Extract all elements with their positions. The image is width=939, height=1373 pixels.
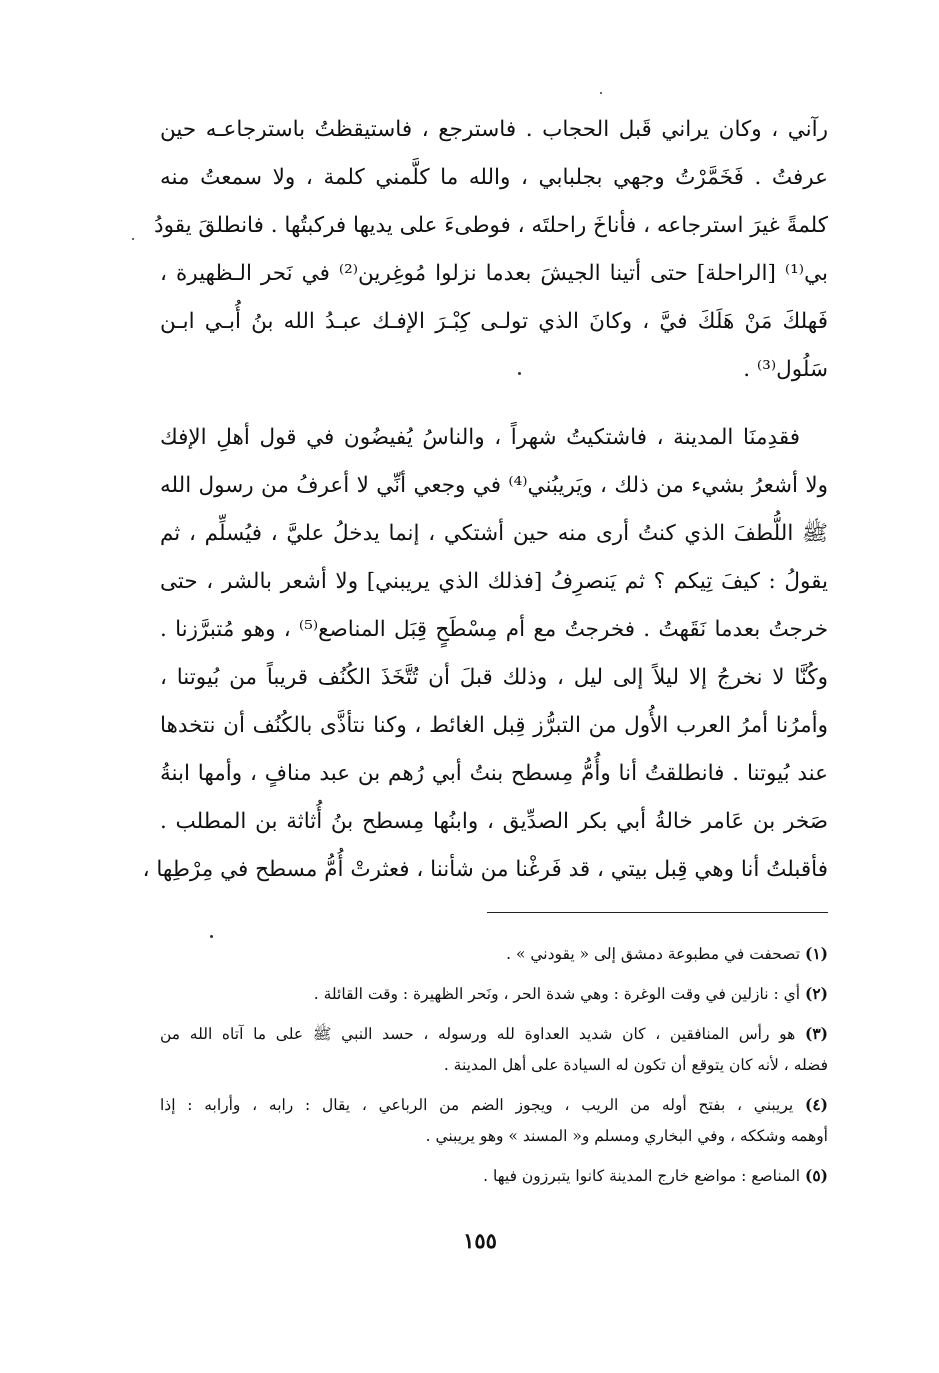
footnote-2 (160, 978, 828, 1010)
text-line: وكُنَّا لا نخرجُ إلا ليلاً إلى ليل ، وذلك قبلَ أن تُتَّخَذَ الكُنُف قريباً من بُيوتنا ، (160, 665, 828, 690)
text-line: عرفتُ . فَخَمَّرْتُ وجهي بجلبابي ، والله ما كلَّمني كلمة ، ولا سمعتُ منه (160, 165, 828, 190)
text-line: وأمرُنا أمرُ العرب الأُول من التبرُّز قِبل الغائط ، وكنا نتأذَّى بالكُنُف أن نتخدها (160, 713, 828, 738)
text-line: عند بُيوتنا . فانطلقتُ أنا وأُمُّ مِسطح بنتُ أبي رُهم بن عبد منافٍ ، وأمها ابنةُ (160, 761, 828, 786)
paragraph-2 (142, 414, 828, 894)
scan-speck (132, 238, 134, 240)
footnote-text: المناصع : مواضع خارج المدينة كانوا يتبرزون فيها . (483, 1167, 801, 1185)
footnote-number: (٥) (804, 1166, 828, 1185)
text-line: كلمةً غيرَ استرجاعه ، فأناخَ راحلتَه ، فوطىءَ على يديها فركبتُها . فانطلقَ يقودُ (154, 213, 828, 238)
footnote-text: أوهمه وشككه ، وفي البخاري ومسلم و« المسند » وهو يريبني . (425, 1127, 828, 1145)
text-line: ولا أشعرُ بشيء من ذلك ، ويَريبُني⁽⁴⁾ في وجعي أنِّي لا أعرفُ من رسول الله (160, 473, 828, 498)
footnote-5 (160, 1160, 828, 1192)
footnote-text: هو رأس المنافقين ، كان شديد العداوة لله ورسوله ، حسد النبي ﷺ على ما آتاه الله من (160, 1025, 796, 1043)
footnote-divider (487, 912, 828, 913)
text-line: رآني ، وكان يراني قَبل الحجاب . فاسترجع ، فاستيقظتُ باسترجاعـه حين (160, 117, 828, 142)
scan-speck (210, 935, 213, 938)
text-line: يقولُ : كيفَ تِيكم ؟ ثم يَنصرِفُ [فذلك الذي يريبني] ولا أشعر بالشر ، حتى (160, 569, 828, 594)
page-number: ١٥٥ (463, 1228, 497, 1253)
text-line: صَخر بن عَامر خالةُ أبي بكر الصدِّيق ، وابنُها مِسطح بنُ أُثاثة بن المطلب . (160, 809, 828, 834)
footnote-text: يريبني ، بفتح أوله من الريب ، ويجوز الضم من الرباعي ، يقال : رابه ، وأرابه : إذا (160, 1096, 794, 1114)
text-line: سَلُول⁽³⁾ . (743, 357, 828, 382)
footnote-number: (٤) (804, 1095, 828, 1114)
footnotes (160, 938, 828, 1200)
footnote-text: أي : نازلين في وقت الوغرة : وهي شدة الحر ، ونَحر الظهيرة : وقت القائلة . (313, 985, 801, 1003)
text-line: فأقبلتُ أنا وهي قِبل بيتي ، قد فَرغْنا من شأننا ، فعثرتْ أُمُّ مسطح في مِرْطِها ، (142, 857, 828, 882)
footnote-4 (160, 1089, 828, 1152)
text-line: خرجتُ بعدما نَقَهتُ . فخرجتُ مع أم مِسْطَحٍ قِبَل المناصع⁽⁵⁾ ، وهو مُتبرَّزنا . (160, 617, 828, 642)
text-line: فقدِمنَا المدينة ، فاشتكيتُ شهراً ، والناسُ يُفيضُون في قول أهلِ الإفك (160, 425, 800, 450)
footnote-text: فضله ، لأنه كان يتوقع أن تكون له السيادة على أهل المدينة . (443, 1056, 828, 1074)
footnote-number: (١) (804, 944, 828, 963)
text-line: ﷺ اللُّطفَ الذي كنتُ أرى منه حين أشتكي ، إنما يدخلُ عليَّ ، فيُسلِّم ، ثم (160, 521, 828, 546)
scan-speck (600, 92, 602, 94)
footnote-text: تصحفت في مطبوعة دمشق إلى « يقودني » . (506, 945, 801, 963)
scan-speck (518, 372, 521, 375)
footnote-number: (٣) (804, 1024, 828, 1043)
footnote-number: (٢) (804, 984, 828, 1003)
footnote-1 (160, 938, 828, 970)
paragraph-1 (154, 106, 828, 394)
text-line: فَهلكَ مَنْ هَلَكَ فيَّ ، وكانَ الذي تولـى كِبْـرَ الإفـك عبـدُ الله بنُ أُبـي ابـن (160, 309, 828, 334)
text-line: بي⁽¹⁾ [الراحلة] حتى أتينا الجيشَ بعدما نزلوا مُوغِرين⁽²⁾ في نَحر الـظهيرة ، (160, 261, 828, 286)
footnote-3 (160, 1018, 828, 1081)
